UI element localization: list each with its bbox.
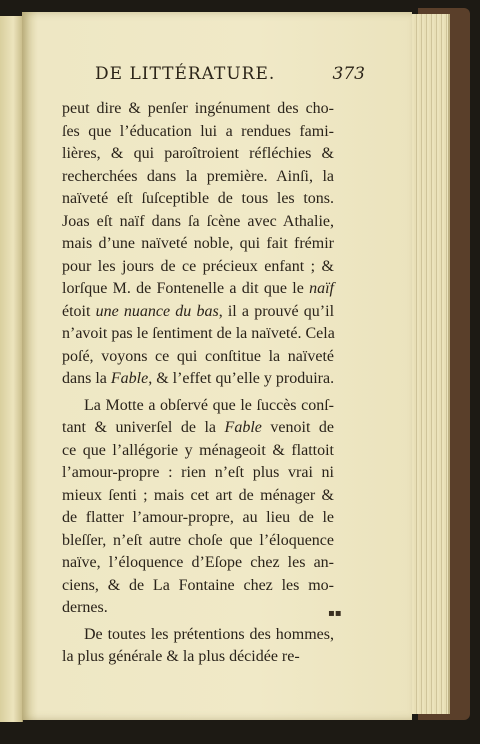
text-line <box>62 440 334 463</box>
text-run: lorſque M. de Fontenelle a dit que le <box>62 280 310 297</box>
text-run: dans la <box>62 370 111 387</box>
text-run: de flatter l’amour-propre, au lieu de le <box>62 509 334 526</box>
running-head: DE LITTÉRATURE. <box>95 64 276 84</box>
text-run: étoit <box>62 302 96 320</box>
text-run: peut dire & penſer ingénument des cho- <box>62 100 334 117</box>
text-run: l’amour-propre : rien n’eſt plus vrai ni <box>62 464 334 481</box>
text-line <box>62 301 334 324</box>
text-run: ciens, & de La Fontaine chez les mo- <box>62 576 334 594</box>
text-run: , & l’effet qu’elle y produira. <box>148 370 335 387</box>
text-line <box>62 98 334 121</box>
text-run: La Motte a obſervé que le ſuccès conſ- <box>84 396 334 414</box>
text-line <box>62 462 334 485</box>
page-number: 373 <box>332 64 365 84</box>
text-run: venoit de <box>261 419 335 436</box>
text-run: bleſſer, n’eſt autre choſe que l’éloquence <box>62 531 334 549</box>
text-run: ſes que l’éducation lui a rendues fami- <box>62 122 334 140</box>
text-run: la plus générale & la plus décidée re- <box>62 648 300 665</box>
text-line <box>62 575 334 598</box>
text-run: dernes. <box>62 599 108 616</box>
text-line <box>62 323 334 346</box>
paragraph <box>62 624 334 669</box>
text-run: n’avoit pas le ſentiment de la naïveté. Cela <box>62 325 335 342</box>
text-run: mais d’une naïveté noble, qui fait frémir <box>62 235 334 252</box>
text-line <box>62 597 334 620</box>
left-page-sliver <box>0 16 23 722</box>
text-line <box>62 121 334 144</box>
italic-text: une nuance du bas <box>95 302 219 320</box>
text-line <box>62 368 334 391</box>
text-run: naïve, l’éloquence d’Eſope chez les an- <box>62 554 334 571</box>
text-line <box>62 166 334 189</box>
text-run: Joas eſt naïf dans ſa ſcène avec Athalie, <box>62 212 334 230</box>
text-line <box>62 646 334 669</box>
text-line <box>62 552 334 575</box>
text-line <box>62 188 334 211</box>
text-line <box>62 530 334 553</box>
italic-text: Fable <box>224 419 262 436</box>
page-header <box>95 64 365 90</box>
text-line <box>62 507 334 530</box>
text-line <box>62 143 334 166</box>
italic-text: naïf <box>309 280 334 297</box>
body-text <box>62 98 334 669</box>
text-line <box>62 233 334 256</box>
text-line <box>62 278 334 301</box>
text-run: naïveté eſt ſuſceptible de tous les tons. <box>62 190 334 207</box>
text-run: lières, & qui paroîtroient réfléchies & <box>62 145 334 162</box>
text-run: ce que l’allégorie y ménageoit & flattoit <box>62 441 334 459</box>
paragraph <box>62 395 334 620</box>
text-line <box>62 211 334 234</box>
text-line <box>62 485 334 508</box>
text-run: pour les jours de ce précieux enfant ; & <box>62 257 334 275</box>
catchword-ornament <box>328 608 340 612</box>
italic-text: Fable <box>110 370 149 387</box>
text-run: De toutes les prétentions des hommes, <box>84 625 334 643</box>
text-line <box>62 395 334 418</box>
text-run: recherchées dans la première. Ainſi, la <box>62 167 334 185</box>
text-line <box>62 346 334 369</box>
text-line <box>62 256 334 279</box>
text-run: tant & univerſel de la <box>62 419 225 436</box>
text-run: poſé, voyons ce qui conſtitue la naïveté <box>62 347 334 365</box>
text-run: mieux ſenti ; mais cet art de ménager & <box>62 486 334 504</box>
text-line <box>62 624 334 647</box>
paragraph <box>62 98 334 391</box>
text-line <box>62 417 334 440</box>
text-run: , il a prouvé qu’il <box>218 302 335 320</box>
